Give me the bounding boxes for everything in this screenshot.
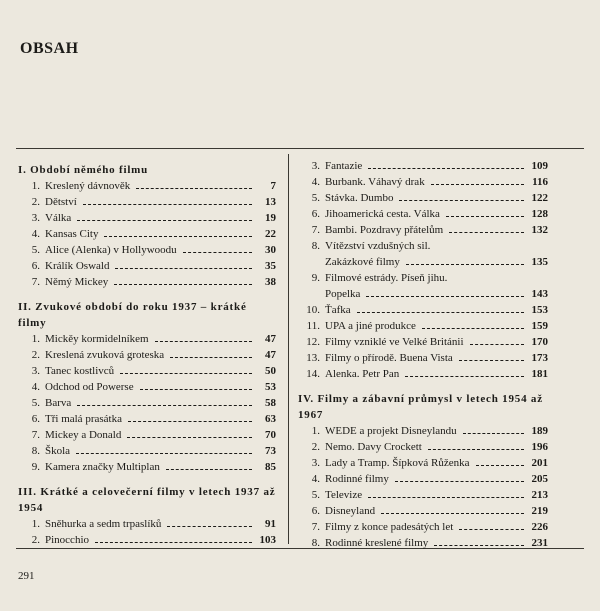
section-heading: I. Období němého filmu [18, 164, 149, 176]
entry-page: 19 [265, 212, 276, 224]
entry-page: 159 [531, 320, 548, 332]
toc-entry [298, 206, 548, 222]
entry-title: Odchod od Powerse [45, 381, 134, 393]
entry-number: 2. [311, 441, 320, 453]
entry-title: Rodinné kreslené filmy [325, 537, 429, 549]
entry-number: 3. [311, 160, 320, 172]
toc-entry [18, 363, 276, 379]
entry-number: 4. [31, 381, 40, 393]
entry-title: Kansas City [45, 228, 99, 240]
leader [395, 481, 524, 482]
section-heading: IV. Filmy a zábavní průmysl v letech 1954 až 1967 [298, 393, 543, 421]
entry-page: 35 [265, 260, 276, 272]
toc-entry [18, 379, 276, 395]
entry-title: Mickěy kormidelníkem [45, 333, 149, 345]
leader [155, 341, 252, 342]
entry-title: Tři malá prasátka [45, 413, 122, 425]
toc-entry [18, 443, 276, 459]
page-title: OBSAH [20, 40, 79, 57]
entry-page: 70 [265, 429, 276, 441]
entry-title: Kamera značky Multiplan [45, 461, 160, 473]
entry-page: 13 [265, 196, 276, 208]
leader [368, 497, 524, 498]
leader [368, 168, 524, 169]
section-heading: II. Zvukové období do roku 1937 – krátké filmy [18, 301, 247, 329]
leader [449, 232, 524, 233]
entry-title: Filmy z konce padesátých let [325, 521, 454, 533]
toc-entry [298, 190, 548, 206]
entry-number: 5. [31, 244, 40, 256]
toc-entry [298, 487, 548, 503]
entry-title: UPA a jiné produkce [325, 320, 416, 332]
entry-page: 38 [265, 276, 276, 288]
entry-number: 7. [311, 521, 320, 533]
toc-left-column [18, 158, 276, 548]
entry-title: Nemo. Davy Crockett [325, 441, 422, 453]
toc-entry [298, 334, 548, 350]
top-rule [16, 148, 584, 149]
entry-page: 73 [265, 445, 276, 457]
toc-right-column [298, 158, 548, 551]
entry-wrap [325, 238, 548, 270]
entry-title: Jihoamerická cesta. Válka [325, 208, 440, 220]
toc-entry [18, 258, 276, 274]
entry-page: 47 [265, 349, 276, 361]
entry-wrap [325, 270, 548, 302]
entry-line2 [325, 254, 548, 270]
toc-entry [18, 516, 276, 532]
entry-title: Tanec kostlivců [45, 365, 115, 377]
toc-entry [298, 222, 548, 238]
entry-page: 205 [531, 473, 548, 485]
entry-title: Sněhurka a sedm trpaslíků [45, 518, 162, 530]
entry-page: 153 [531, 304, 548, 316]
toc-entry [18, 347, 276, 363]
leader [381, 513, 524, 514]
toc-entry [298, 519, 548, 535]
toc-entry [298, 270, 548, 302]
toc-entry [298, 158, 548, 174]
leader [446, 216, 524, 217]
toc-entry [18, 226, 276, 242]
entry-number: 6. [31, 260, 40, 272]
leader [83, 204, 252, 205]
entry-title: Alenka. Petr Pan [325, 368, 400, 380]
entry-number: 1. [31, 180, 40, 192]
leader [77, 405, 252, 406]
toc-entry [298, 535, 548, 551]
entry-title-cont: Popelka [325, 288, 361, 300]
entry-page: 91 [265, 518, 276, 530]
entry-page: 143 [531, 288, 548, 300]
entry-title: Němý Mickey [45, 276, 109, 288]
entry-page: 181 [531, 368, 548, 380]
leader [95, 542, 252, 543]
entry-page: 103 [259, 534, 276, 546]
entry-number: 3. [31, 212, 40, 224]
entry-page: 213 [531, 489, 548, 501]
entry-title: Kreslená zvuková groteska [45, 349, 165, 361]
entry-number: 4. [31, 228, 40, 240]
entry-number: 8. [31, 445, 40, 457]
entry-title: Fantazie [325, 160, 363, 172]
entry-number: 2. [31, 196, 40, 208]
entry-number: 13. [306, 352, 320, 364]
leader [76, 453, 252, 454]
entry-number: 5. [311, 192, 320, 204]
entry-page: 22 [265, 228, 276, 240]
entry-number: 3. [31, 365, 40, 377]
entry-page: 226 [531, 521, 548, 533]
entry-title: Rodinné filmy [325, 473, 389, 485]
toc-entry [298, 238, 548, 270]
entry-title: Bambi. Pozdravy přátelům [325, 224, 444, 236]
entry-number: 4. [311, 473, 320, 485]
page-number: 291 [18, 570, 35, 582]
toc-entry [18, 194, 276, 210]
entry-page: 30 [265, 244, 276, 256]
leader [104, 236, 252, 237]
entry-number: 1. [31, 333, 40, 345]
entry-number: 4. [311, 176, 320, 188]
leader [434, 545, 524, 546]
entry-title: Stávka. Dumbo [325, 192, 394, 204]
leader [166, 469, 252, 470]
leader [170, 357, 252, 358]
leader [476, 465, 524, 466]
leader [459, 529, 524, 530]
toc-entry [298, 302, 548, 318]
entry-title: Lady a Tramp. Šípková Růženka [325, 457, 470, 469]
entry-page: 50 [265, 365, 276, 377]
entry-page: 132 [531, 224, 548, 236]
entry-title: Škola [45, 445, 71, 457]
entry-title: Ťafka [325, 304, 351, 316]
entry-number: 7. [31, 276, 40, 288]
leader [115, 268, 252, 269]
entry-number: 14. [306, 368, 320, 380]
toc-entry [298, 174, 548, 190]
leader [463, 433, 524, 434]
leader [77, 220, 252, 221]
entry-title: Válka [45, 212, 72, 224]
entry-number: 9. [31, 461, 40, 473]
entry-number: 9. [311, 272, 320, 284]
entry-title: Televize [325, 489, 363, 501]
leader [128, 421, 252, 422]
toc-entry [298, 423, 548, 439]
leader [406, 264, 524, 265]
leader [183, 252, 252, 253]
leader [366, 296, 524, 297]
toc-entry [298, 455, 548, 471]
toc-entry [18, 274, 276, 290]
entry-title: Filmy vzniklé ve Velké Británii [325, 336, 464, 348]
entry-line2 [325, 286, 548, 302]
entry-number: 7. [311, 224, 320, 236]
entry-title: Disneyland [325, 505, 376, 517]
leader [127, 437, 252, 438]
leader [399, 200, 524, 201]
entry-page: 201 [531, 457, 548, 469]
entry-page: 53 [265, 381, 276, 393]
entry-page: 189 [531, 425, 548, 437]
toc-entry [298, 503, 548, 519]
toc-entry [298, 318, 548, 334]
entry-number: 2. [31, 349, 40, 361]
entry-title: Alice (Alenka) v Hollywoodu [45, 244, 177, 256]
entry-number: 8. [311, 537, 320, 549]
entry-title: Kreslený dávnověk [45, 180, 131, 192]
toc-entry [18, 459, 276, 475]
entry-page: 109 [531, 160, 548, 172]
leader [470, 344, 525, 345]
entry-page: 135 [531, 256, 548, 268]
entry-page: 219 [531, 505, 548, 517]
leader [140, 389, 252, 390]
entry-number: 6. [311, 505, 320, 517]
toc-entry [298, 350, 548, 366]
leader [405, 376, 524, 377]
entry-title: Filmové estrády. Píseň jihu. [325, 272, 448, 284]
toc-entry [18, 411, 276, 427]
entry-number: 1. [31, 518, 40, 530]
entry-page: 231 [531, 537, 548, 549]
entry-number: 2. [31, 534, 40, 546]
entry-number: 12. [306, 336, 320, 348]
leader [428, 449, 524, 450]
leader [459, 360, 524, 361]
entry-number: 7. [31, 429, 40, 441]
entry-number: 11. [306, 320, 320, 332]
entry-title: Vítězství vzdušných sil. [325, 240, 431, 252]
toc-entry [18, 427, 276, 443]
entry-page: 47 [265, 333, 276, 345]
entry-page: 58 [265, 397, 276, 409]
column-divider [288, 154, 289, 544]
entry-title: Burbank. Váhavý drak [325, 176, 425, 188]
entry-page: 170 [531, 336, 548, 348]
entry-title: Králík Oswald [45, 260, 110, 272]
toc-entry [298, 366, 548, 382]
entry-page: 63 [265, 413, 276, 425]
entry-title: Barva [45, 397, 72, 409]
entry-page: 173 [531, 352, 548, 364]
entry-page: 122 [531, 192, 548, 204]
leader [357, 312, 524, 313]
entry-number: 6. [31, 413, 40, 425]
entry-number: 1. [311, 425, 320, 437]
toc-entry [18, 210, 276, 226]
toc-entry [18, 331, 276, 347]
entry-number: 10. [306, 304, 320, 316]
toc-entry [298, 471, 548, 487]
section-heading: III. Krátké a celovečerní filmy v letech 1937 až 1954 [18, 486, 276, 514]
entry-page: 196 [531, 441, 548, 453]
leader [136, 188, 252, 189]
toc-entry [18, 242, 276, 258]
entry-number: 6. [311, 208, 320, 220]
entry-page: 128 [531, 208, 548, 220]
entry-title: Mickey a Donald [45, 429, 122, 441]
entry-title: Pinocchio [45, 534, 89, 546]
entry-number: 3. [311, 457, 320, 469]
entry-number: 8. [311, 240, 320, 252]
leader [120, 373, 252, 374]
entry-title: Dětství [45, 196, 77, 208]
toc-entry [18, 532, 276, 548]
leader [431, 184, 524, 185]
entry-page: 85 [265, 461, 276, 473]
entry-title-cont: Zakázkové filmy [325, 256, 400, 268]
entry-number: 5. [311, 489, 320, 501]
leader [114, 284, 252, 285]
entry-title: WEDE a projekt Disneylandu [325, 425, 457, 437]
toc-entry [18, 395, 276, 411]
entry-number: 5. [31, 397, 40, 409]
entry-page: 7 [270, 180, 276, 192]
entry-title: Filmy o přírodě. Buena Vista [325, 352, 453, 364]
toc-entry [298, 439, 548, 455]
leader [167, 526, 252, 527]
toc-entry [18, 178, 276, 194]
entry-page: 116 [532, 176, 548, 188]
leader [422, 328, 524, 329]
